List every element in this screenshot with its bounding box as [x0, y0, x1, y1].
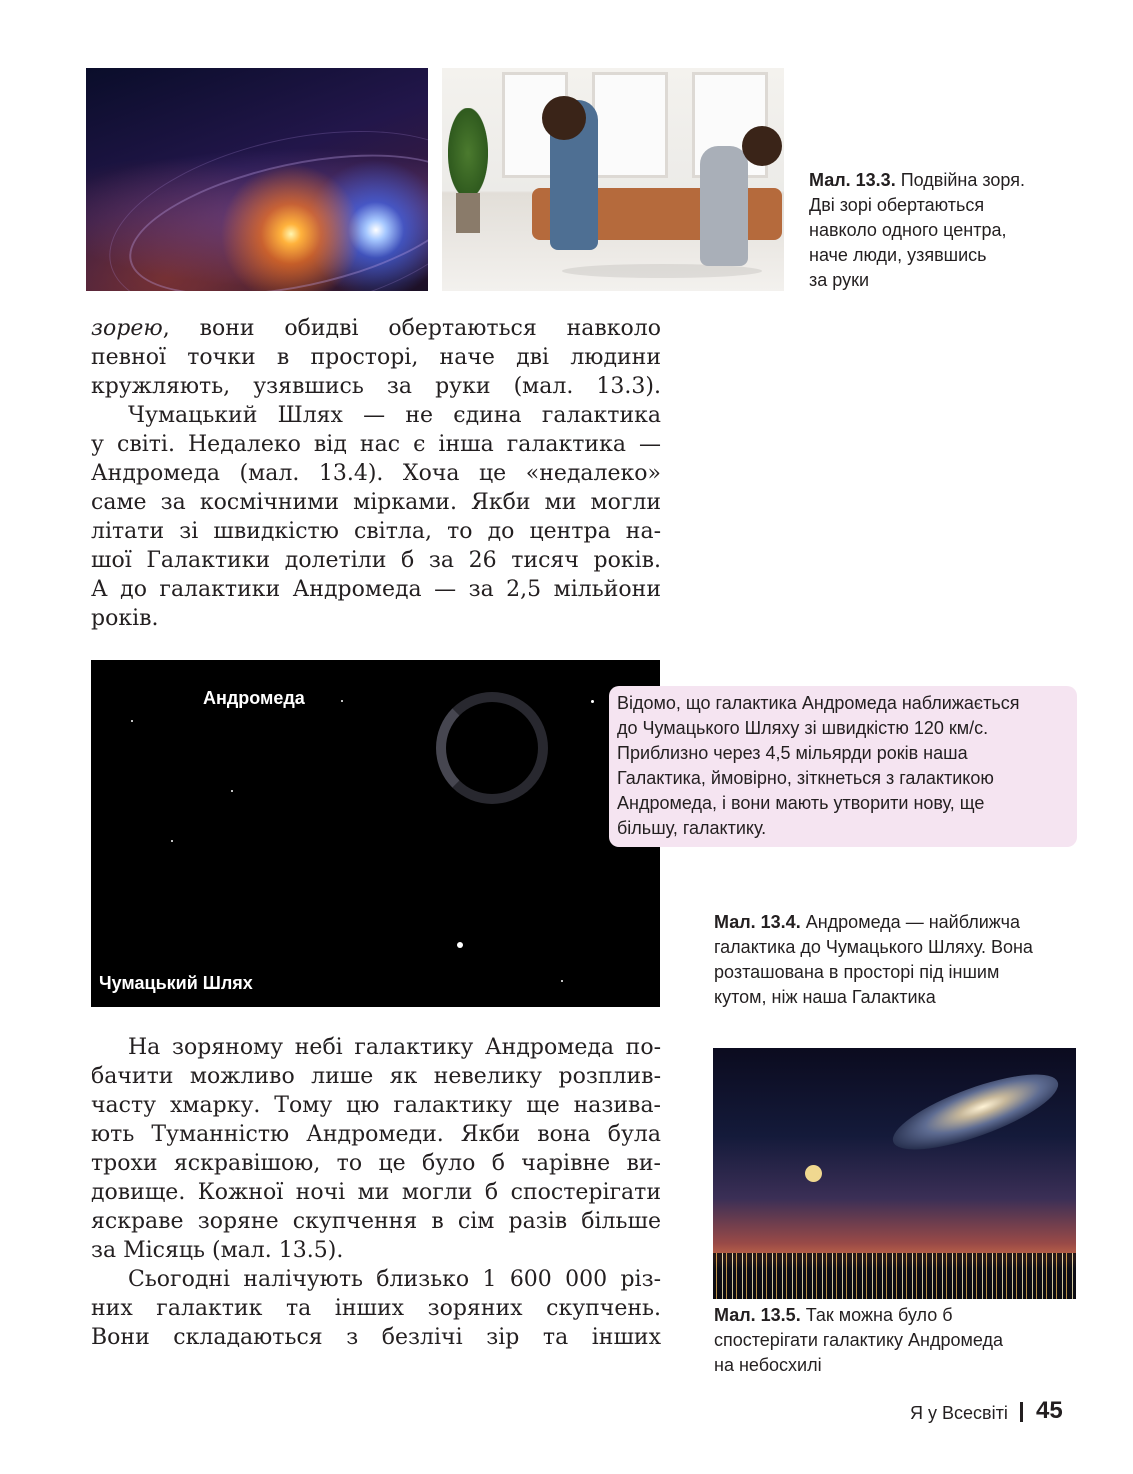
floor-shadow	[562, 264, 762, 278]
text-line: за Місяць (мал. 13.5).	[91, 1238, 344, 1263]
main-text-top	[91, 314, 661, 633]
star	[341, 700, 343, 702]
text-line: трохи яскравішою, то це було б чарівне ви-	[91, 1151, 661, 1176]
text-line: довище. Кожної ночі ми могли б спостерігати	[91, 1180, 661, 1205]
text-line: певної точки в просторі, наче дві людини	[91, 345, 661, 370]
caption-line: Дві зорі обертаються	[809, 195, 985, 215]
emphasized-term: зорею	[91, 316, 163, 341]
figure-label: Мал. 13.4.	[714, 912, 801, 932]
andromeda-milky-way-image	[91, 660, 660, 1007]
boy-head	[742, 126, 782, 166]
star	[591, 700, 594, 703]
andromeda-label: Андромеда	[203, 688, 305, 708]
girl-head	[542, 96, 586, 140]
text-line: На зоряному небі галактику Андромеда по-	[128, 1035, 661, 1060]
figure-13-3-caption	[809, 168, 1025, 293]
fact-line: до Чумацького Шляху зі швидкістю 120 км/с.	[617, 718, 989, 738]
text-line: кружляють, узявшись за руки (мал. 13.3).	[91, 374, 661, 399]
footer-divider	[1020, 1402, 1023, 1422]
caption-line: за руки	[809, 270, 870, 290]
page-number: 45	[1036, 1397, 1063, 1424]
caption-line: спостерігати галактику Андромеда	[714, 1330, 1004, 1350]
plant	[448, 108, 488, 198]
text-line: років.	[91, 606, 159, 631]
text-line: Андромеда (мал. 13.4). Хоча це «недалеко»	[91, 461, 661, 486]
text-line: , вони обидві обертаються навколо	[162, 316, 661, 341]
fact-line: Галактика, ймовірно, зіткнеться з галактикою	[617, 768, 994, 788]
fact-line: Андромеда, і вони мають утворити нову, ще	[617, 793, 985, 813]
caption-line: Так можна було б	[805, 1305, 953, 1325]
moon	[805, 1165, 822, 1182]
fact-box	[609, 686, 1077, 847]
text-line: яскраве зоряне скупчення в сім разів більше	[91, 1209, 661, 1234]
caption-line: наче люди, узявшись	[809, 245, 987, 265]
fact-line: більшу, галактику.	[617, 818, 767, 838]
figure-13-5-caption	[714, 1303, 1003, 1378]
window	[592, 72, 668, 178]
star	[171, 840, 173, 842]
children-spinning-image	[442, 68, 784, 291]
caption-line: Андромеда — найближча	[805, 912, 1020, 932]
figure-label: Мал. 13.3.	[809, 170, 896, 190]
star	[131, 720, 133, 722]
page-footer	[890, 1398, 1070, 1428]
text-line: у світі. Недалеко від нас є інша галактика —	[91, 432, 661, 457]
plant-pot	[456, 193, 480, 233]
main-text-bottom	[91, 1033, 661, 1352]
figure-label: Мал. 13.5.	[714, 1305, 801, 1325]
text-line: саме за космічними мірками. Якби ми могли	[91, 490, 661, 515]
caption-line: на небосхилі	[714, 1355, 822, 1375]
text-line: Сьогодні налічують близько 1 600 000 різ-	[128, 1267, 661, 1292]
boy-figure	[700, 146, 748, 266]
caption-line: розташована в просторі під іншим	[714, 962, 1000, 982]
figure-13-4-caption	[714, 910, 1033, 1010]
text-line: часту хмарку. Тому цю галактику ще назива-	[91, 1093, 661, 1118]
text-line: них галактик та інших зоряних скупчень.	[91, 1296, 661, 1321]
galaxy-in-sky	[885, 1060, 1066, 1165]
caption-line: кутом, ніж наша Галактика	[714, 987, 936, 1007]
text-line: шої Галактики долетіли б за 26 тисяч років.	[91, 548, 661, 573]
caption-line: навколо одного центра,	[809, 220, 1007, 240]
caption-line: галактика до Чумацького Шляху. Вона	[714, 937, 1033, 957]
andromeda-spiral	[436, 692, 548, 804]
fact-line: Відомо, що галактика Андромеда наближається	[617, 693, 1020, 713]
text-line: Вони складаються з безлічі зір та інших	[91, 1325, 661, 1350]
star	[457, 942, 463, 948]
text-line: ють Туманністю Андромеди. Якби вона була	[91, 1122, 661, 1147]
section-title: Я у Всесвіті	[910, 1403, 1008, 1423]
caption-line: Подвійна зоря.	[900, 170, 1025, 190]
city-lights	[713, 1253, 1076, 1299]
text-line: бачити можливо лише як невелику розплив-	[91, 1064, 661, 1089]
fact-line: Приблизно через 4,5 мільярди років наша	[617, 743, 968, 763]
text-line: літати зі швидкістю світла, то до центра на-	[91, 519, 661, 544]
binary-star-image	[86, 68, 428, 291]
star	[561, 980, 563, 982]
milky-way-label: Чумацький Шлях	[99, 973, 253, 993]
text-line: Чумацький Шлях — не єдина галактика	[128, 403, 661, 428]
star	[231, 790, 233, 792]
night-sky-andromeda-image	[713, 1048, 1076, 1299]
text-line: А до галактики Андромеда — за 2,5 мільйони	[91, 577, 661, 602]
